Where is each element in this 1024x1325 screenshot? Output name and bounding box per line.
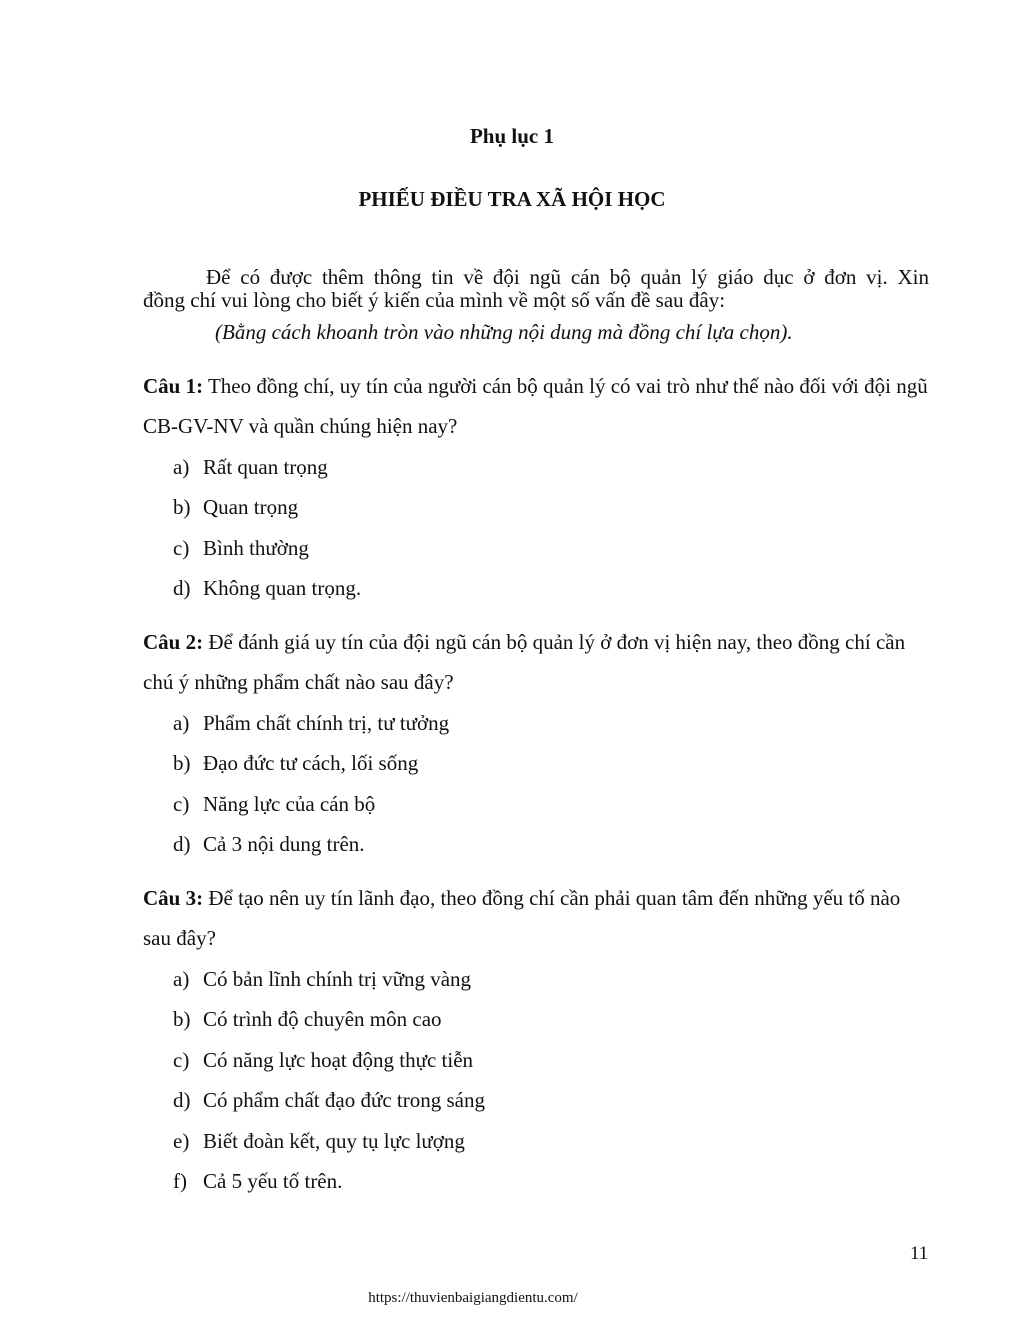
question-2 <box>143 622 929 702</box>
question-1-option-c <box>173 536 309 560</box>
option-text: Phẩm chất chính trị, tư tưởng <box>203 711 450 735</box>
question-3-option-b <box>173 1007 442 1031</box>
option-letter: b) <box>173 751 191 775</box>
option-letter: d) <box>173 576 191 600</box>
footer-url[interactable]: https://thuvienbaigiangdientu.com/ <box>368 1290 578 1306</box>
option-text: Năng lực của cán bộ <box>203 792 376 816</box>
form-title: PHIẾU ĐIỀU TRA XÃ HỘI HỌC <box>358 187 666 211</box>
option-text: Bình thường <box>203 536 309 560</box>
question-1-option-d <box>173 576 361 600</box>
question-2-option-a <box>173 711 449 735</box>
question-3-option-f <box>173 1169 342 1193</box>
option-letter: f) <box>173 1169 187 1193</box>
question-3-option-a <box>173 967 471 991</box>
option-letter: b) <box>173 1007 191 1031</box>
option-text: Không quan trọng. <box>203 576 362 600</box>
option-text: Có bản lĩnh chính trị vững vàng <box>203 967 472 991</box>
question-1-text: Theo đồng chí, uy tín của người cán bộ quản lý có vai trò như thế nào đối với đội ngũ CB-GV-NV và quần chúng hiện nay? <box>143 374 928 438</box>
question-1-label: Câu 1: <box>143 374 204 398</box>
option-text: Cả 3 nội dung trên. <box>203 832 365 856</box>
option-letter: a) <box>173 967 190 991</box>
question-2-option-b <box>173 751 418 775</box>
option-letter: d) <box>173 832 191 856</box>
option-letter: d) <box>173 1088 191 1112</box>
option-letter: a) <box>173 455 190 479</box>
question-2-option-d <box>173 832 365 856</box>
option-letter: e) <box>173 1129 190 1153</box>
option-text: Cả 5 yếu tố trên. <box>203 1169 343 1193</box>
option-letter: c) <box>173 792 190 816</box>
question-3-text: Để tạo nên uy tín lãnh đạo, theo đồng chí cần phải quan tâm đến những yếu tố nào sau đây? <box>143 886 901 950</box>
option-text: Rất quan trọng <box>203 455 328 479</box>
appendix-title: Phụ lục 1 <box>469 124 555 148</box>
question-3-option-d <box>173 1088 485 1112</box>
option-text: Có năng lực hoạt động thực tiễn <box>203 1048 474 1072</box>
option-text: Có trình độ chuyên môn cao <box>203 1007 442 1031</box>
question-2-option-c <box>173 792 375 816</box>
option-letter: a) <box>173 711 190 735</box>
intro-line-1: Để có được thêm thông tin về đội ngũ cán bộ quản lý giáo dục ở đơn vị. Xin <box>206 265 929 289</box>
intro-instruction: (Bằng cách khoanh tròn vào những nội dung mà đồng chí lựa chọn). <box>215 320 793 344</box>
option-text: Biết đoàn kết, quy tụ lực lượng <box>203 1129 465 1153</box>
question-3-option-e <box>173 1129 465 1153</box>
question-1-option-a <box>173 455 328 479</box>
option-letter: c) <box>173 1048 190 1072</box>
question-2-label: Câu 2: <box>143 630 204 654</box>
question-3-label: Câu 3: <box>143 886 204 910</box>
option-letter: b) <box>173 495 191 519</box>
question-1-option-b <box>173 495 298 519</box>
intro-line-2: đồng chí vui lòng cho biết ý kiến của mình về một số vấn đề sau đây: <box>143 288 726 312</box>
option-text: Đạo đức tư cách, lối sống <box>203 751 419 775</box>
page-number: 11 <box>910 1243 929 1264</box>
option-letter: c) <box>173 536 190 560</box>
option-text: Có phẩm chất đạo đức trong sáng <box>203 1088 485 1112</box>
option-text: Quan trọng <box>203 495 299 519</box>
question-2-text: Để đánh giá uy tín của đội ngũ cán bộ quản lý ở đơn vị hiện nay, theo đồng chí cần chú ý những phẩm chất nào sau đây? <box>143 630 906 694</box>
question-3-option-c <box>173 1048 473 1072</box>
question-3 <box>143 878 929 958</box>
question-1 <box>143 366 929 446</box>
